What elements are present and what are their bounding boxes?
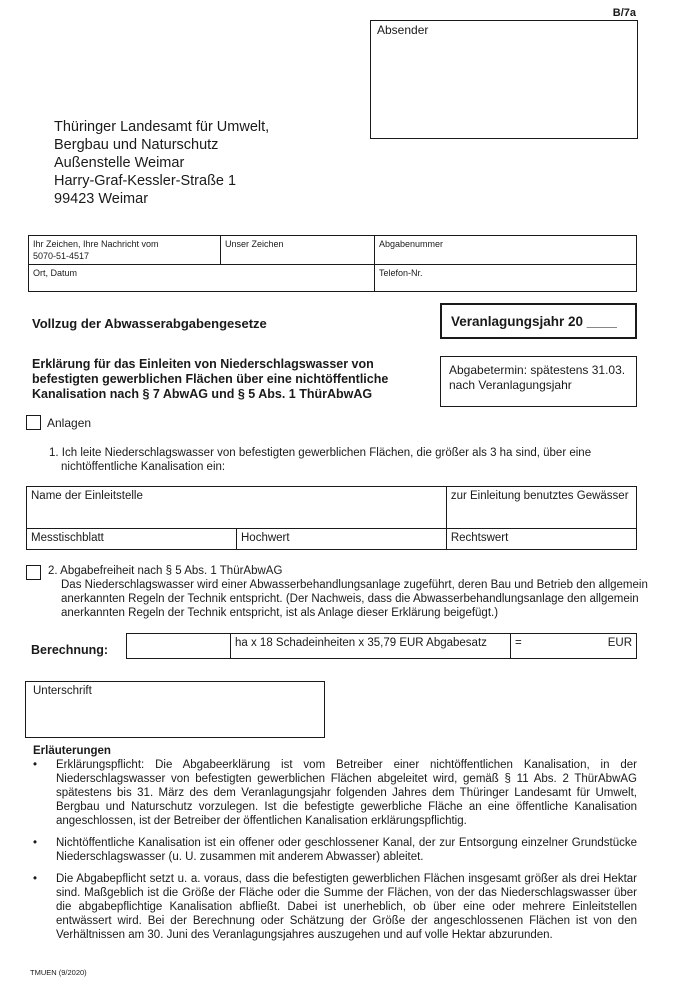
your-reference-field[interactable]: [29, 236, 221, 265]
map-sheet-field[interactable]: [27, 529, 237, 550]
declaration-title: Erklärung für das Einleiten von Niederschlagswasser von befestigten gewerblichen Flächen über eine nichtöffentliche Kanalisation nach § 7 AbwAG und § 5 Abs. 1 ThürAbwAG: [32, 357, 389, 401]
receiving-water-field[interactable]: [446, 487, 636, 529]
bullet-icon: •: [33, 873, 38, 885]
form-footer: TMUEN (9/2020): [30, 968, 87, 977]
list-item: [33, 758, 637, 828]
discharge-point-name-label: Name der Einleitstelle: [31, 490, 143, 502]
signature-field[interactable]: [25, 681, 325, 738]
easting-label: Rechtswert: [450, 532, 509, 544]
explanations-list: [33, 758, 637, 950]
map-sheet-label: Messtischblatt: [31, 532, 104, 544]
address-line: Harry-Graf-Kessler-Straße 1: [54, 173, 237, 189]
deadline-box: [440, 356, 637, 407]
bullet-icon: •: [33, 837, 38, 849]
your-reference-label: Ihr Zeichen, Ihre Nachricht vom: [33, 239, 159, 249]
item-2-text: [48, 564, 648, 620]
item-2-title: 2. Abgabefreiheit nach § 5 Abs. 1 ThürAbwAG: [48, 565, 283, 577]
phone-label: Telefon-Nr.: [379, 268, 423, 278]
northing-label: Hochwert: [241, 532, 290, 544]
receiving-water-label: zur Einleitung benutztes Gewässer: [450, 490, 629, 502]
item-1-line1: 1. Ich leite Niederschlagswasser von befestigten gewerblichen Flächen, die größer als 3 ha sind, über eine: [49, 447, 592, 459]
levy-number-field[interactable]: [375, 236, 637, 265]
calculation-label: Berechnung:: [31, 643, 109, 657]
attachments-checkbox[interactable]: [26, 415, 41, 430]
place-date-field[interactable]: [29, 265, 375, 292]
recipient-address: [54, 118, 269, 208]
attachments-label: Anlagen: [47, 416, 92, 430]
calculation-formula: ha x 18 Schadeinheiten x 35,79 EUR Abgabesatz: [231, 634, 511, 659]
phone-field[interactable]: [375, 265, 637, 292]
our-reference-label: Unser Zeichen: [225, 239, 284, 249]
item-1-text: [49, 446, 629, 474]
address-line: 99423 Weimar: [54, 191, 149, 207]
sender-label: Absender: [377, 23, 429, 37]
address-line: Bergbau und Naturschutz: [54, 137, 219, 153]
page-title: Vollzug der Abwasserabgabengesetze: [32, 316, 267, 331]
deadline-text: [449, 363, 625, 393]
item-1-line2: nichtöffentliche Kanalisation ein:: [61, 461, 226, 473]
address-line: Außenstelle Weimar: [54, 155, 185, 171]
result-field[interactable]: [511, 634, 637, 659]
deadline-line1: Abgabetermin: spätestens 31.03.: [449, 363, 626, 377]
currency-label: EUR: [607, 637, 632, 649]
bullet-icon: •: [33, 759, 38, 771]
calculation-table: [126, 633, 637, 659]
exemption-checkbox[interactable]: [26, 565, 41, 580]
list-item: [33, 836, 637, 864]
form-id: B/7a: [612, 7, 636, 19]
explanation-text: Nichtöffentliche Kanalisation ist ein offener oder geschlossener Kanal, der zur Entsorgung einzelner Grundstücke Niederschlagswasser (u. U. zusammen mit anderem Abwasser) ableitet.: [56, 837, 637, 863]
sender-field[interactable]: [370, 20, 638, 139]
explanations-heading: Erläuterungen: [33, 745, 111, 757]
place-date-label: Ort, Datum: [33, 268, 78, 278]
easting-field[interactable]: [446, 529, 636, 550]
list-item: [33, 872, 637, 942]
discharge-location-table: [26, 486, 637, 550]
assessment-year-box[interactable]: [440, 303, 637, 339]
equals-sign: =: [515, 637, 522, 649]
signature-label: Unterschrift: [33, 685, 92, 697]
levy-number-label: Abgabenummer: [379, 239, 444, 249]
reference-table: [28, 235, 637, 292]
item-2-body: Das Niederschlagswasser wird einer Abwasserbehandlungsanlage zugeführt, deren Bau und Betrieb den allgemein anerkannten Regeln der Technik entspricht. (Der Nachweis, dass die Abwasserbehandlungsanlage den allgemein anerkannten Regeln der Technik entspricht, ist als Anlage dieser Erklärung beigefügt.): [61, 579, 648, 619]
deadline-line2: nach Veranlagungsjahr: [449, 378, 572, 392]
your-reference-value: 5070-51-4517: [33, 251, 90, 261]
northing-field[interactable]: [237, 529, 447, 550]
our-reference-field[interactable]: [221, 236, 375, 265]
area-input[interactable]: [127, 634, 231, 659]
assessment-year-label: Veranlagungsjahr 20 ____: [451, 314, 617, 329]
address-line: Thüringer Landesamt für Umwelt,: [54, 119, 270, 135]
explanation-text: Die Abgabepflicht setzt u. a. voraus, dass die befestigten gewerblichen Flächen insgesamt größer als drei Hektar sind. Maßgeblich ist die Größe der Fläche oder die Summe der Flächen, von der das Niederschlagswasser über die abgabepflichtige Kanalisation abfließt. Dabei ist unerheblich, ob über eine oder mehrere Einleitstellen entwässert wird. Bei der Berechnung oder Schätzung der Größe der angeschlossenen Flächen ist von den Verhältnissen am 30. Juni des Veranlagungsjahres auszugehen und auf volle Hektar abzurunden.: [56, 873, 637, 941]
discharge-point-name-field[interactable]: [27, 487, 447, 529]
explanation-text: Erklärungspflicht: Die Abgabeerklärung ist vom Betreiber einer nichtöffentlichen Kanalisation, in der Niederschlagswasser von befestigten gewerblichen Flächen abgeleitet wird, gemäß § 11 Abs. 2 ThürAbwAG spätestens bis 31. März des dem Veranlagungsjahr folgenden Jahres dem Thüringer Landesamt für Umwelt, Bergbau und Naturschutz vorzulegen. Ist die befestigte gewerbliche Fläche an eine öffentliche Kanalisation angeschlossen, ist der Betreiber der öffentlichen Kanalisation erklärungspflichtig.: [56, 759, 637, 827]
